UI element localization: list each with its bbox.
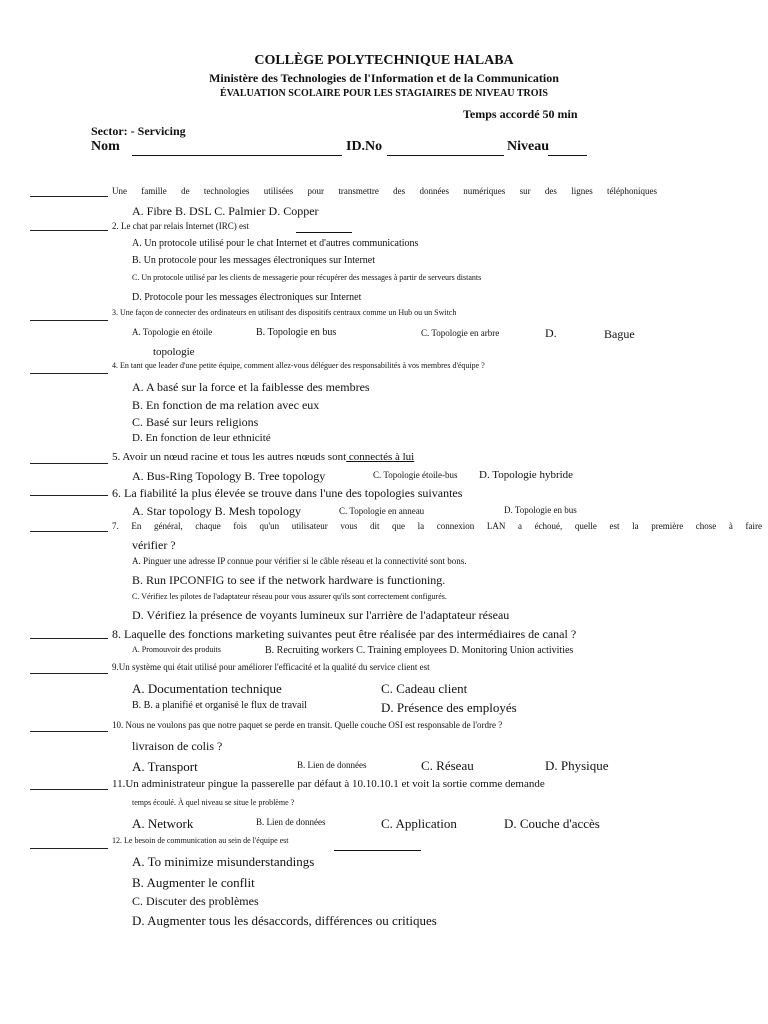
sector-label: Sector: - Servicing: [91, 124, 186, 138]
question-6-text: 6. La fiabilité la plus élevée se trouve dans l'une des topologies suivantes: [112, 486, 463, 500]
q12-inline-blank: [334, 850, 421, 851]
question-8-option-bcd: B. Recruiting workers C. Training employees D. Monitoring Union activities: [265, 645, 574, 656]
question-3-option-d-word: Bague: [604, 327, 635, 341]
question-4-option-d: D. En fonction de leur ethnicité: [132, 432, 271, 444]
question-1-text: Une famille de technologies utilisées pour transmettre des données numériques sur des lignes téléphoniques: [112, 186, 657, 196]
question-10-option-b: B. Lien de données: [297, 760, 367, 770]
question-9-option-c: C. Cadeau client: [381, 681, 468, 696]
answer-blank-q5[interactable]: [30, 463, 108, 464]
question-2-option-c: C. Un protocole utilisé par les clients de messagerie pour récupérer des messages à partir de serveurs distants: [132, 273, 482, 282]
question-6-option-ab: A. Star topology B. Mesh topology: [132, 504, 302, 518]
question-11-option-a: A. Network: [132, 816, 194, 831]
answer-blank-q8[interactable]: [30, 638, 108, 639]
name-field[interactable]: [132, 155, 342, 156]
question-3-option-b: B. Topologie en bus: [256, 327, 337, 338]
answer-blank-q2[interactable]: [30, 230, 108, 231]
question-4-option-a: A. A basé sur la force et la faiblesse des membres: [132, 380, 370, 394]
answer-blank-q9[interactable]: [30, 673, 108, 674]
question-5-option-d: D. Topologie hybride: [479, 469, 574, 481]
ministry-title: Ministère des Technologies de l'Information et de la Communication: [209, 71, 559, 85]
answer-blank-q12[interactable]: [30, 848, 108, 849]
question-2-option-a: A. Un protocole utilisé pour le chat Internet et d'autres communications: [132, 238, 419, 249]
question-11-option-b: B. Lien de données: [256, 817, 326, 827]
question-11-text-continued: temps écoulé. À quel niveau se situe le problème ?: [132, 798, 295, 807]
question-5-option-c: C. Topologie étoile-bus: [373, 470, 458, 480]
question-12-option-a: A. To minimize misunderstandings: [132, 854, 315, 869]
question-10-option-d: D. Physique: [545, 758, 609, 773]
question-10-option-c: C. Réseau: [421, 758, 474, 773]
question-7-text: 7. En général, chaque fois qu'un utilisateur vous dit que la connexion LAN a échoué, quelle est la première chose à faire: [112, 521, 762, 531]
question-4-option-b: B. En fonction de ma relation avec eux: [132, 398, 320, 412]
question-6-option-d: D. Topologie en bus: [504, 505, 577, 515]
question-1-options: A. Fibre B. DSL C. Palmier D. Copper: [132, 204, 319, 218]
question-5-option-ab: A. Bus-Ring Topology B. Tree topology: [132, 469, 326, 483]
question-3-option-c: C. Topologie en arbre: [421, 328, 500, 338]
question-10-text: 10. Nous ne voulons pas que notre paquet se perde en transit. Quelle couche OSI est responsable de l'ordre ?: [112, 720, 503, 730]
question-12-option-d: D. Augmenter tous les désaccords, différences ou critiques: [132, 913, 437, 928]
question-12-text: 12. Le besoin de communication au sein de l'équipe est: [112, 836, 289, 845]
question-4-text: 4. En tant que leader d'une petite équipe, comment allez-vous déléguer des responsabilités à vos membres d'équipe ?: [112, 361, 485, 370]
question-2-option-d: D. Protocole pour les messages électroniques sur Internet: [132, 292, 362, 303]
question-9-text: 9.Un système qui était utilisé pour améliorer l'efficacité et la qualité du service client est: [112, 662, 430, 672]
evaluation-title: ÉVALUATION SCOLAIRE POUR LES STAGIAIRES DE NIVEAU TROIS: [220, 88, 548, 99]
question-7-option-c: C. Vérifiez les pilotes de l'adaptateur réseau pour vous assurer qu'ils sont correctement configurés.: [132, 592, 447, 601]
question-9-option-b: B. B. a planifié et organisé le flux de travail: [132, 700, 308, 711]
question-11-option-d: D. Couche d'accès: [504, 816, 600, 831]
question-3-option-d: D.: [545, 326, 557, 340]
answer-blank-q1[interactable]: [30, 196, 108, 197]
question-7-text-continued: vérifier ?: [132, 538, 176, 552]
question-10-text-continued: livraison de colis ?: [132, 739, 223, 753]
level-label: Niveau: [507, 139, 549, 154]
college-title: COLLÈGE POLYTECHNIQUE HALABA: [254, 53, 514, 68]
q2-inline-blank: [296, 232, 352, 233]
question-12-option-c: C. Discuter des problèmes: [132, 894, 259, 908]
question-4-option-c: C. Basé sur leurs religions: [132, 415, 259, 429]
id-field[interactable]: [387, 155, 504, 156]
question-2-text: 2. Le chat par relais Internet (IRC) est: [112, 221, 249, 231]
question-8-option-a: A. Promouvoir des produits: [132, 645, 221, 654]
answer-blank-q6[interactable]: [30, 495, 108, 496]
question-2-option-b: B. Un protocole pour les messages électroniques sur Internet: [132, 255, 375, 266]
question-7-option-b: B. Run IPCONFIG to see if the network hardware is functioning.: [132, 573, 446, 587]
question-3-option-a: A. Topologie en étoile: [132, 327, 213, 337]
question-7-option-a: A. Pinguer une adresse IP connue pour vérifier si le câble réseau et la connectivité sont bons.: [132, 556, 467, 566]
question-7-option-d: D. Vérifiez la présence de voyants lumineux sur l'arrière de l'adaptateur réseau: [132, 608, 510, 622]
answer-blank-q7[interactable]: [30, 531, 108, 532]
question-9-option-a: A. Documentation technique: [132, 681, 282, 696]
answer-blank-q10[interactable]: [30, 731, 108, 732]
question-10-option-a: A. Transport: [132, 759, 198, 774]
question-12-option-b: B. Augmenter le conflit: [132, 875, 255, 890]
level-field[interactable]: [548, 155, 587, 156]
answer-blank-q3[interactable]: [30, 320, 108, 321]
question-6-option-c: C. Topologie en anneau: [339, 506, 425, 516]
question-8-text: 8. Laquelle des fonctions marketing suivantes peut être réalisée par des intermédiaires de canal ?: [112, 627, 577, 641]
question-3-option-a-continued: topologie: [153, 346, 195, 358]
question-11-text: 11.Un administrateur pingue la passerelle par défaut à 10.10.10.1 et voit la sortie comme demande: [112, 778, 545, 790]
answer-blank-q11[interactable]: [30, 789, 108, 790]
question-3-text: 3. Une façon de connecter des ordinateurs en utilisant des dispositifs centraux comme un Hub ou un Switch: [112, 308, 457, 317]
time-allowed: Temps accordé 50 min: [463, 107, 578, 121]
question-11-option-c: C. Application: [381, 816, 457, 831]
id-label: ID.No: [346, 139, 383, 154]
question-5-text: 5. Avoir un nœud racine et tous les autres nœuds sont connectés à lui: [112, 451, 415, 463]
question-9-option-d: D. Présence des employés: [381, 700, 517, 715]
answer-blank-q4[interactable]: [30, 373, 108, 374]
name-label: Nom: [91, 139, 120, 154]
